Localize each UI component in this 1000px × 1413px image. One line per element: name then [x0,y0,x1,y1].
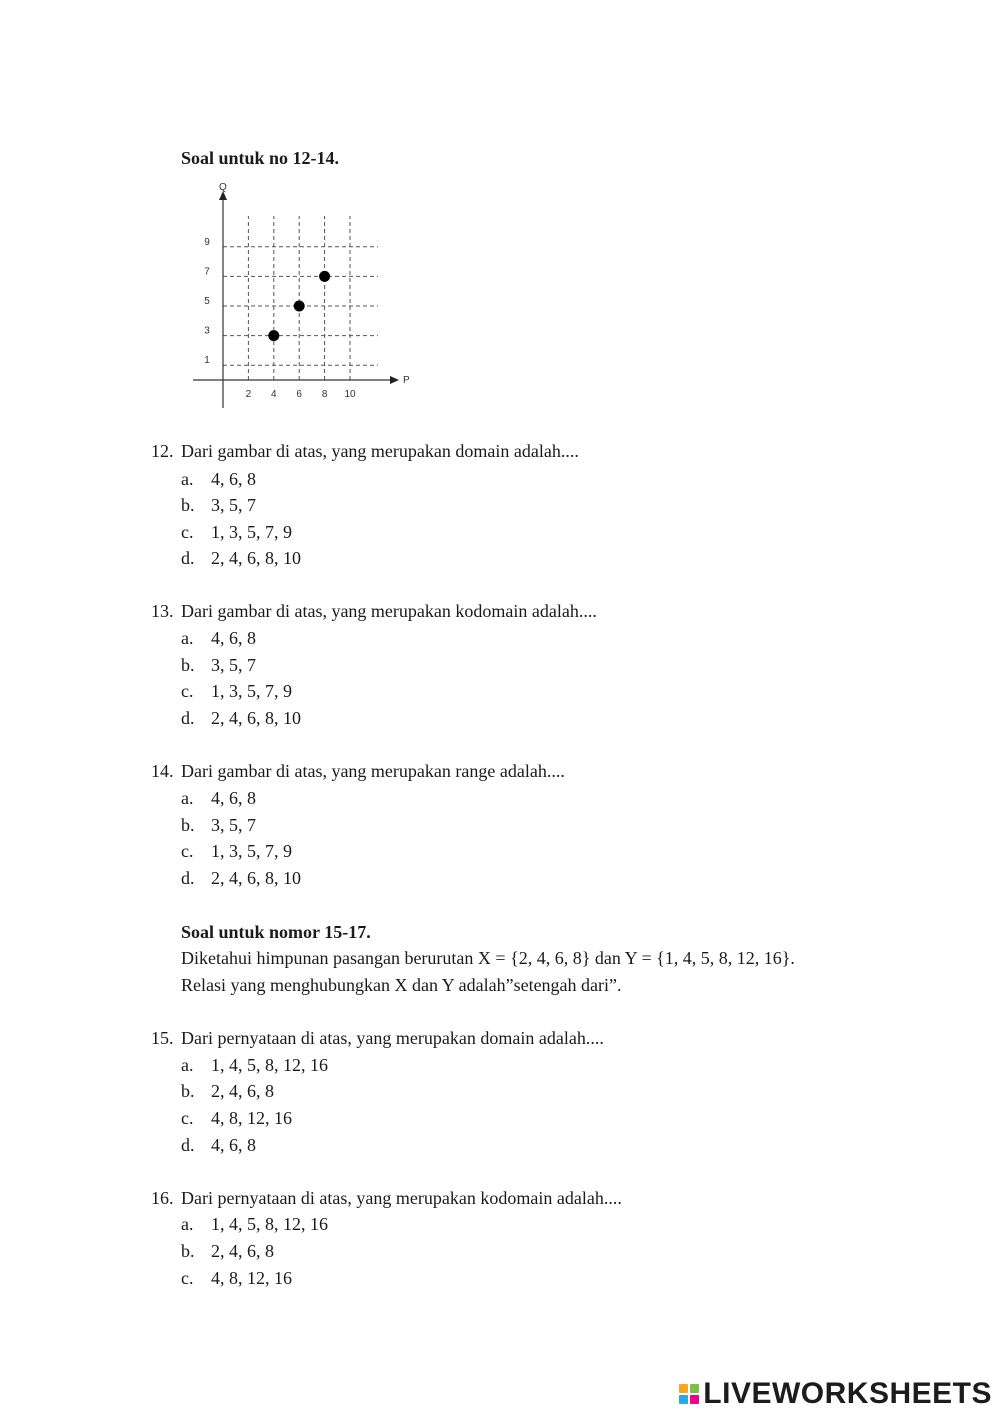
option-12a[interactable] [181,469,256,490]
option-text: 4, 6, 8 [211,788,256,808]
option-text: 1, 3, 5, 7, 9 [211,841,292,861]
option-text: 3, 5, 7 [211,495,256,515]
option-text: 3, 5, 7 [211,655,256,675]
option-text: 1, 4, 5, 8, 12, 16 [211,1055,328,1075]
data-point [268,330,279,341]
option-letter: b. [181,1241,195,1261]
scatter-graph [190,178,420,413]
section-heading-12-14: Soal untuk no 12-14. [181,148,340,168]
option-13b[interactable] [181,655,256,676]
option-letter: a. [181,628,194,648]
question-number: 14. [151,761,174,781]
tick-labels [204,182,410,400]
y-tick-label: 7 [204,266,210,278]
option-15c[interactable] [181,1108,292,1129]
option-letter: c. [181,681,194,701]
question-12 [151,441,579,462]
option-15b[interactable] [181,1081,274,1102]
question-text: Dari gambar di atas, yang merupakan kodomain adalah.... [181,601,597,621]
option-16a[interactable] [181,1214,328,1235]
option-12c[interactable] [181,522,292,543]
y-tick-label: 1 [204,355,210,367]
grid-lines [223,216,378,380]
question-text: Dari pernyataan di atas, yang merupakan domain adalah.... [181,1028,604,1048]
option-14a[interactable] [181,788,256,809]
option-letter: d. [181,548,195,568]
option-13c[interactable] [181,681,292,702]
x-tick-label: 8 [321,389,328,400]
y-tick-label: 3 [204,325,210,337]
option-letter: a. [181,1055,194,1075]
section-description-line-2: Relasi yang menghubungkan X dan Y adalah”setengah dari”. [181,975,622,995]
section-heading-15-17: Soal untuk nomor 15-17. [181,922,371,942]
question-number: 13. [151,601,174,621]
option-letter: c. [181,1108,194,1128]
logo-square-blue [679,1395,688,1404]
data-point [294,301,305,312]
x-tick-label: 10 [344,389,356,400]
logo-square-orange [679,1384,688,1393]
option-text: 4, 6, 8 [211,628,256,648]
option-16c[interactable] [181,1268,292,1289]
x-tick-label: 6 [296,389,302,400]
option-letter: b. [181,495,195,515]
y-axis-label: Q [219,182,227,193]
option-14d[interactable] [181,868,301,889]
option-text: 4, 6, 8 [211,469,256,489]
liveworksheets-logo-text: LIVEWORKSHEETS [703,1377,992,1410]
question-15 [151,1028,604,1049]
question-text: Dari gambar di atas, yang merupakan range adalah.... [181,761,565,781]
logo-square-green [690,1384,699,1393]
x-tick-label: 2 [245,389,252,400]
option-letter: c. [181,522,194,542]
option-text: 2, 4, 6, 8, 10 [211,548,301,568]
y-tick-label: 9 [204,236,210,248]
option-14b[interactable] [181,815,256,836]
x-axis-label: P [403,375,410,386]
option-letter: a. [181,1214,194,1234]
option-text: 2, 4, 6, 8, 10 [211,708,301,728]
x-axis-arrow [390,376,399,384]
option-letter: d. [181,1135,195,1155]
option-14c[interactable] [181,841,292,862]
option-letter: b. [181,815,195,835]
question-number: 15. [151,1028,174,1048]
option-15a[interactable] [181,1055,328,1076]
option-13a[interactable] [181,628,256,649]
question-number: 12. [151,441,174,461]
option-text: 3, 5, 7 [211,815,256,835]
liveworksheets-logo[interactable] [679,1377,992,1411]
option-letter: b. [181,655,195,675]
option-12d[interactable] [181,548,301,569]
option-letter: d. [181,708,195,728]
question-16 [151,1188,622,1209]
option-text: 1, 3, 5, 7, 9 [211,522,292,542]
x-tick-label: 4 [271,389,277,400]
option-text: 2, 4, 6, 8, 10 [211,868,301,888]
section-description-line-1: Diketahui himpunan pasangan berurutan X = {2, 4, 6, 8} dan Y = {1, 4, 5, 8, 12, 16}. [181,948,795,968]
option-letter: d. [181,868,195,888]
option-letter: b. [181,1081,195,1101]
question-13 [151,601,597,622]
liveworksheets-logo-icon [679,1384,699,1404]
y-tick-label: 5 [204,296,210,307]
question-14 [151,761,565,782]
data-point [319,271,330,282]
logo-square-pink [690,1395,699,1404]
option-letter: a. [181,469,194,489]
option-letter: a. [181,788,194,808]
option-text: 2, 4, 6, 8 [211,1241,274,1261]
option-text: 2, 4, 6, 8 [211,1081,274,1101]
question-text: Dari pernyataan di atas, yang merupakan kodomain adalah.... [181,1188,622,1208]
question-number: 16. [151,1188,174,1208]
option-text: 4, 8, 12, 16 [211,1108,292,1128]
option-text: 4, 6, 8 [211,1135,256,1155]
option-letter: c. [181,1268,194,1288]
axes [193,191,399,408]
option-letter: c. [181,841,194,861]
option-16b[interactable] [181,1241,274,1262]
option-text: 1, 3, 5, 7, 9 [211,681,292,701]
option-text: 4, 8, 12, 16 [211,1268,292,1288]
option-12b[interactable] [181,495,256,516]
option-13d[interactable] [181,708,301,729]
option-text: 1, 4, 5, 8, 12, 16 [211,1214,328,1234]
question-text: Dari gambar di atas, yang merupakan domain adalah.... [181,441,579,461]
option-15d[interactable] [181,1135,256,1156]
